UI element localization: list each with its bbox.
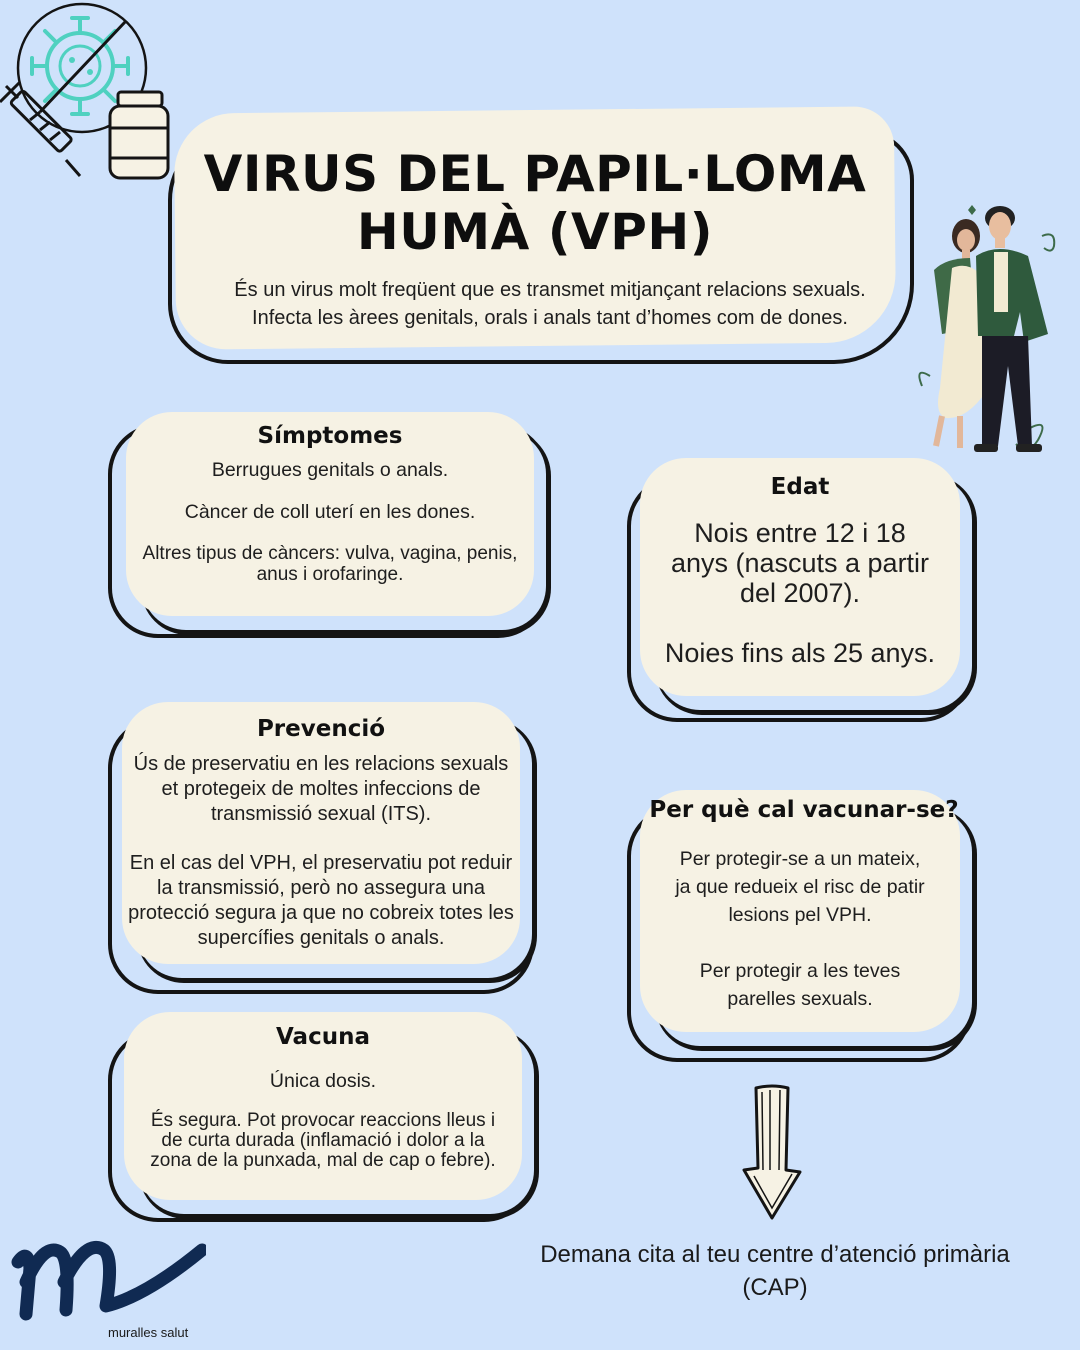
prevencio-para-2: En el cas del VPH, el preservatiu pot reduir la transmissió, però no assegura una protecció segura ja que no cobreix totes les supercífies genitals o anals. [128,852,514,949]
perque-heading: Per què cal vacunar-se? [649,797,959,823]
simptomes-card [126,412,534,616]
intro-text [190,276,910,332]
prevencio-card [122,702,520,964]
edat-card [640,458,960,696]
couple-illustration [912,196,1062,466]
down-arrow-icon [740,1082,804,1222]
perque-para-2: Per protegir a les teves parelles sexuals. [699,960,901,1010]
perque-card [640,790,960,1032]
logo-text: muralles salut [108,1325,189,1340]
vaccine-vial-icon [110,92,168,178]
virus-vaccine-illustration [0,0,180,190]
cta-line-1: Demana cita al teu centre d’atenció primària [540,1241,1010,1268]
simptomes-heading: Símptomes [257,423,403,449]
edat-boys: Nois entre 12 i 18 anys (nascuts a partir del 2007). [670,518,930,608]
simptomes-item: Berrugues genitals o anals. [211,459,449,481]
simptomes-item: Càncer de coll uterí en les dones. [184,501,476,524]
vacuna-para-2: És segura. Pot provocar reaccions lleus i de curta durada (inflamació i dolor a la zona de la punxada, mal de cap o febre). [150,1110,496,1172]
muralles-salut-logo [10,1232,206,1322]
intro-line-2: Infecta les àrees genitals, orals i anals tant d’homes com de dones. [252,307,848,329]
cta-line-2: (CAP) [742,1274,808,1301]
prevencio-heading: Prevenció [256,716,386,742]
edat-girls: Noies fins als 25 anys. [664,638,936,668]
cta-text [520,1238,1030,1304]
prevencio-para-1: Ús de preservatiu en les relacions sexuals et protegeix de moltes infeccions de transmissió sexual (ITS). [133,753,509,825]
perque-para-1: Per protegir-se a un mateix, ja que redueix el risc de patir lesions pel VPH. [675,848,925,926]
edat-heading: Edat [770,474,830,500]
vacuna-card [124,1012,522,1200]
page-title: VIRUS DEL PAPIL·LOMA HUMÀ (VPH) [203,145,867,261]
intro-line-1: És un virus molt freqüent que es transmet mitjançant relacions sexuals. [234,279,866,301]
vacuna-para-1: Única dosis. [269,1070,377,1092]
simptomes-item: Altres tipus de càncers: vulva, vagina, penis, anus i orofaringe. [142,542,518,585]
vacuna-heading: Vacuna [276,1024,370,1050]
